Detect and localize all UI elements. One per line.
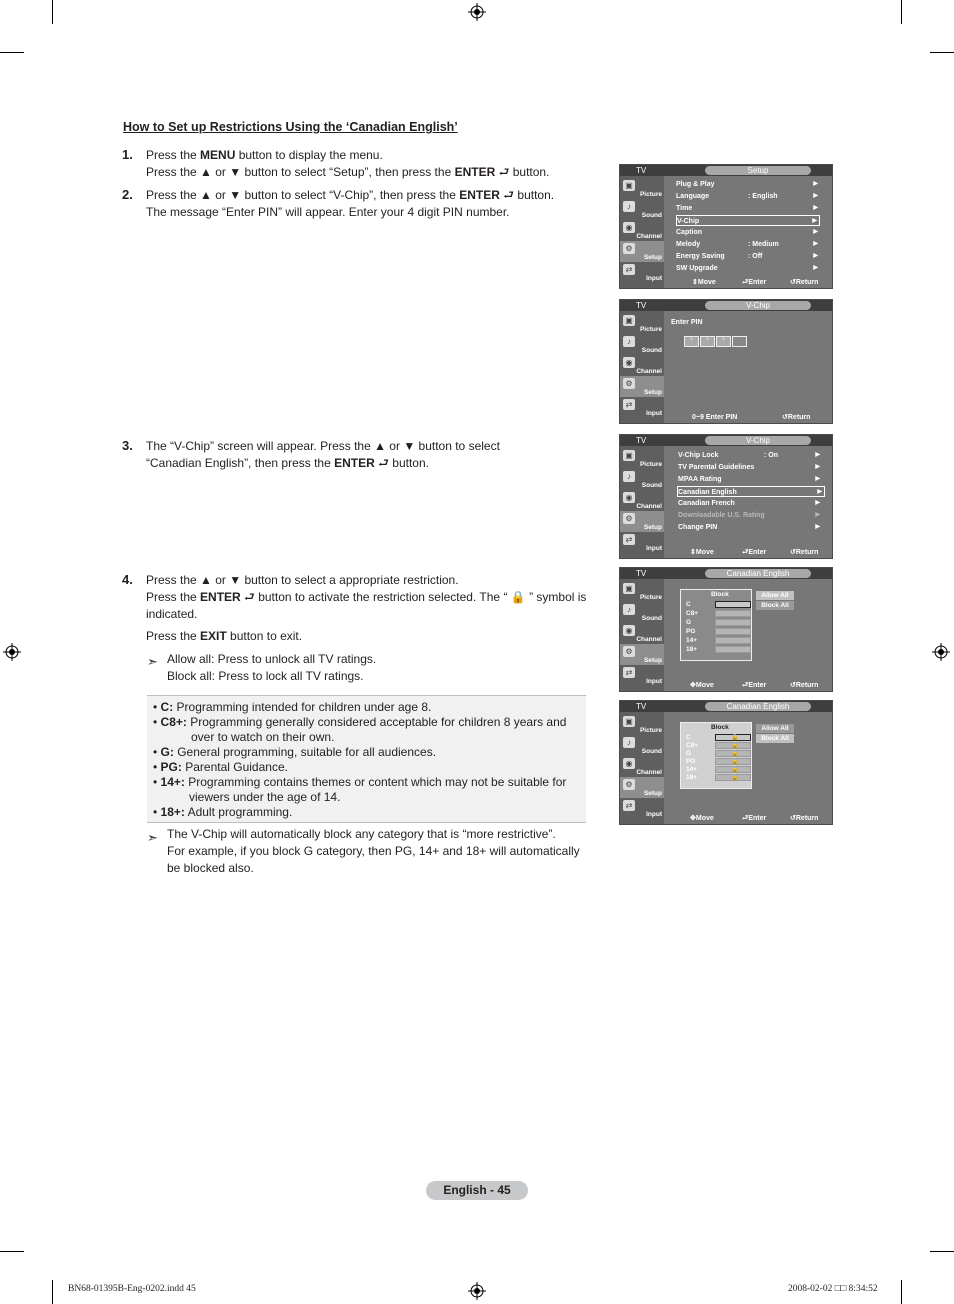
arrow-right-icon: ▶: [815, 500, 820, 506]
menu-item-label: Melody: [676, 241, 701, 248]
enter-key: ENTER: [334, 456, 375, 470]
rating-row[interactable]: [686, 774, 746, 782]
note-text: be blocked also.: [167, 861, 254, 875]
menu-item-label: V-Chip Lock: [678, 452, 719, 459]
block-cell[interactable]: [715, 619, 751, 626]
sidebar-label: Input: [646, 811, 662, 818]
rating-label: C8+: [686, 610, 699, 617]
sidebar-item-channel[interactable]: [620, 756, 664, 777]
picture-icon: ▣: [623, 583, 635, 594]
osd-header: Setup: [705, 166, 811, 175]
sidebar-item-channel[interactable]: [620, 623, 664, 644]
rating-label: C: [686, 601, 691, 608]
enter-hint: ⮐ Enter: [742, 279, 767, 286]
note-arrow-icon: ➣: [147, 654, 158, 669]
rating-label: PG: [686, 628, 696, 635]
block-cell[interactable]: [715, 734, 751, 741]
osd-header: V-Chip: [705, 301, 811, 310]
step-number: 1.: [122, 147, 133, 162]
sidebar-label: Setup: [643, 790, 662, 797]
arrow-right-icon: ▶: [813, 193, 818, 199]
definition-item: • 14+: Programming contains themes or content which may not be suitable for: [153, 775, 567, 789]
note-text: For example, if you block G category, then PG, 14+ and 18+ will automatically: [167, 844, 580, 858]
sidebar-item-setup[interactable]: [620, 644, 664, 665]
menu-item[interactable]: [676, 179, 820, 190]
sidebar-item-setup[interactable]: [620, 777, 664, 798]
block-cell[interactable]: [715, 601, 751, 608]
sidebar-label: Picture: [639, 191, 662, 198]
rating-block-table: [680, 589, 752, 661]
lock-icon: 🔒: [731, 759, 739, 765]
enter-hint: ⮐ Enter: [742, 815, 767, 822]
menu-item-label: SW Upgrade: [676, 265, 718, 272]
return-hint: ↺ Return: [782, 414, 811, 421]
sidebar-label: Setup: [643, 524, 662, 531]
sound-icon: ♪: [623, 471, 635, 482]
osd-sidebar: [620, 712, 664, 824]
arrow-right-icon: ▶: [817, 489, 822, 495]
block-cell[interactable]: [715, 646, 751, 653]
enter-key: ENTER: [454, 165, 496, 179]
step-text: “Canadian English”, then press the: [146, 456, 335, 470]
definition-item: • PG: Parental Guidance.: [153, 760, 288, 774]
channel-icon: ◉: [623, 492, 635, 503]
return-hint: ↺ Return: [790, 815, 819, 822]
osd-footer: [664, 412, 832, 423]
enter-icon: ⮐: [498, 165, 510, 179]
crop-mark: [901, 1280, 902, 1304]
rating-row[interactable]: [686, 766, 746, 774]
definition-cont: viewers under the age of 14.: [189, 790, 341, 804]
osd-sidebar: [620, 176, 664, 288]
step-number: 2.: [122, 187, 133, 202]
sidebar-item-channel[interactable]: [620, 355, 664, 376]
lock-icon: 🔒: [731, 775, 739, 781]
rating-row[interactable]: [686, 734, 746, 742]
note-text: Allow all: Press to unlock all TV ratings.: [167, 652, 377, 666]
menu-item-label: Change PIN: [678, 524, 718, 531]
rating-row[interactable]: [686, 742, 746, 750]
footer-timestamp: 2008-02-02 □□ 8:34:52: [788, 1284, 878, 1294]
arrow-right-icon: ▶: [813, 205, 818, 211]
osd-header: Canadian English: [705, 569, 811, 578]
picture-icon: ▣: [623, 716, 635, 727]
osd-sidebar: [620, 579, 664, 691]
block-cell[interactable]: [715, 637, 751, 644]
lock-icon: 🔒: [731, 751, 739, 757]
enter-hint: ⮐ Enter: [742, 549, 767, 556]
enter-pin-label: Enter PIN: [671, 319, 703, 326]
rating-row[interactable]: [686, 628, 746, 636]
osd-sidebar: [620, 446, 664, 558]
menu-item-value: : On: [764, 452, 778, 459]
step-text: button.: [514, 188, 555, 202]
ratings-definitions: [147, 695, 586, 823]
gear-icon: ⚙: [623, 646, 635, 657]
footer-file-info: BN68-01395B-Eng-0202.indd 45: [68, 1284, 196, 1294]
crop-mark: [930, 1251, 954, 1252]
step-text: button to display the menu.: [235, 148, 383, 162]
arrow-right-icon: ▶: [815, 464, 820, 470]
sidebar-label: Channel: [636, 503, 662, 510]
osd-tv-label: TV: [636, 436, 647, 445]
note-auto-block: [167, 826, 587, 877]
step-1-text: [146, 147, 596, 181]
step-2-text: [146, 187, 596, 221]
move-hint: ✥ Move: [690, 815, 714, 822]
osd-canadian-english-screen: [619, 567, 833, 692]
osd-header: V-Chip: [705, 436, 811, 445]
rating-row[interactable]: [686, 610, 746, 618]
menu-item[interactable]: [678, 450, 822, 461]
channel-icon: ◉: [623, 222, 635, 233]
arrow-right-icon: ▶: [815, 512, 820, 518]
input-icon: ⇄: [623, 667, 635, 678]
enter-icon: ⮐: [503, 188, 515, 202]
sidebar-item-channel[interactable]: [620, 220, 664, 241]
block-column-header: Block: [711, 724, 729, 731]
picture-icon: ▣: [623, 315, 635, 326]
rating-row[interactable]: [686, 619, 746, 627]
block-cell[interactable]: [715, 742, 751, 749]
block-cell[interactable]: [715, 774, 751, 781]
rating-label: 14+: [686, 637, 698, 644]
sidebar-item-picture[interactable]: [620, 714, 664, 735]
note-allow-block: [167, 651, 376, 685]
step-number: 3.: [122, 438, 133, 453]
block-cell[interactable]: [715, 758, 751, 765]
menu-item-selected[interactable]: [677, 486, 825, 497]
sidebar-label: Picture: [639, 594, 662, 601]
step-text: Press the: [146, 629, 201, 643]
menu-item[interactable]: [678, 522, 822, 533]
definition-item: • 18+: Adult programming.: [153, 805, 293, 819]
sidebar-label: Input: [646, 275, 662, 282]
sidebar-label: Input: [646, 545, 662, 552]
registration-mark-icon: [468, 1282, 486, 1300]
menu-item-label: Canadian English: [678, 489, 737, 496]
menu-item-label: Caption: [676, 229, 703, 236]
picture-icon: ▣: [623, 450, 635, 461]
exit-key: EXIT: [200, 629, 227, 643]
osd-footer: [664, 277, 832, 288]
menu-item-label: Canadian French: [678, 500, 735, 507]
sidebar-label: Picture: [639, 326, 662, 333]
sidebar-label: Channel: [636, 769, 662, 776]
sound-icon: ♪: [623, 604, 635, 615]
gear-icon: ⚙: [623, 378, 635, 389]
arrow-right-icon: ▶: [813, 229, 818, 235]
block-column-header: Block: [711, 591, 729, 598]
rating-row[interactable]: [686, 758, 746, 766]
sidebar-label: Picture: [639, 727, 662, 734]
sound-icon: ♪: [623, 336, 635, 347]
rating-label: PG: [686, 758, 696, 765]
osd-sidebar: [620, 311, 664, 423]
note-text: The V-Chip will automatically block any category that is “more restrictive”.: [167, 827, 556, 841]
crop-mark: [0, 52, 24, 53]
block-all-button[interactable]: Block All: [756, 734, 794, 743]
registration-mark-icon: [468, 3, 486, 21]
step-text: indicated.: [146, 607, 198, 621]
menu-item[interactable]: [678, 498, 822, 509]
step-number: 4.: [122, 572, 133, 587]
sidebar-item-input[interactable]: [620, 397, 664, 418]
arrow-right-icon: ▶: [815, 476, 820, 482]
block-all-button[interactable]: Block All: [756, 601, 794, 610]
menu-item-label: Language: [676, 193, 710, 200]
rating-row[interactable]: [686, 646, 746, 654]
menu-item[interactable]: [676, 191, 820, 202]
sidebar-item-picture[interactable]: [620, 178, 664, 199]
lock-icon: 🔒: [731, 735, 739, 741]
step-text: button.: [509, 165, 550, 179]
rating-label: 18+: [686, 646, 698, 653]
osd-footer: [664, 813, 832, 824]
osd-tv-label: TV: [636, 301, 647, 310]
menu-item-label: MPAA Rating: [678, 476, 722, 483]
rating-row[interactable]: [686, 601, 746, 609]
arrow-right-icon: ▶: [813, 241, 818, 247]
arrow-right-icon: ▶: [813, 181, 818, 187]
arrow-right-icon: ▶: [815, 452, 820, 458]
definition-item: • C: Programming intended for children under age 8.: [153, 700, 432, 714]
sound-icon: ♪: [623, 737, 635, 748]
block-cell[interactable]: [715, 750, 751, 757]
step-text: button to activate the restriction selected. The “: [254, 590, 511, 604]
menu-item[interactable]: [676, 227, 820, 238]
menu-item[interactable]: [678, 462, 822, 473]
registration-mark-icon: [932, 643, 950, 661]
note-arrow-icon: ➣: [147, 830, 158, 845]
sidebar-item-input[interactable]: [620, 532, 664, 553]
osd-canadian-english-locked-screen: [619, 700, 833, 825]
sidebar-item-input[interactable]: [620, 798, 664, 819]
step-text: Press the ▲ or ▼ button to select “Setup”, then press the: [146, 165, 455, 179]
step-text: The “V-Chip” screen will appear. Press the ▲ or ▼ button to select: [146, 439, 500, 453]
sidebar-label: Sound: [641, 748, 662, 755]
sidebar-item-picture[interactable]: [620, 313, 664, 334]
sidebar-label: Setup: [643, 254, 662, 261]
allow-all-button[interactable]: Allow All: [756, 724, 794, 733]
pin-digit[interactable]: *: [684, 336, 699, 347]
crop-mark: [52, 1280, 53, 1304]
move-hint: ✥ Move: [690, 682, 714, 689]
menu-item-label: Energy Saving: [676, 253, 725, 260]
arrow-right-icon: ▶: [815, 524, 820, 530]
return-hint: ↺ Return: [790, 279, 819, 286]
sidebar-label: Sound: [641, 615, 662, 622]
sidebar-item-channel[interactable]: [620, 490, 664, 511]
crop-mark: [0, 1251, 24, 1252]
sidebar-label: Sound: [641, 212, 662, 219]
sidebar-label: Setup: [643, 657, 662, 664]
picture-icon: ▣: [623, 180, 635, 191]
step-text: ” symbol is: [525, 590, 587, 604]
move-hint: ⇕ Move: [690, 549, 714, 556]
menu-item-label: Time: [676, 205, 693, 212]
menu-item-disabled: [678, 510, 822, 521]
step-text: button to exit.: [226, 629, 303, 643]
sidebar-item-sound[interactable]: [620, 735, 664, 756]
osd-pin-screen: [619, 299, 833, 424]
definition-item: • G: General programming, suitable for all audiences.: [153, 745, 437, 759]
arrow-right-icon: ▶: [812, 218, 817, 224]
osd-vchip-screen: [619, 434, 833, 559]
page-title: How to Set up Restrictions Using the ‘Canadian English’: [123, 120, 458, 134]
sidebar-item-picture[interactable]: [620, 581, 664, 602]
menu-item[interactable]: [678, 474, 822, 485]
step-text: Press the: [146, 590, 201, 604]
definition-cont: over to watch on their own.: [191, 730, 335, 744]
rating-label: 18+: [686, 774, 698, 781]
sidebar-label: Sound: [641, 347, 662, 354]
sidebar-item-input[interactable]: [620, 262, 664, 283]
enter-key: ENTER: [200, 590, 241, 604]
sidebar-item-setup[interactable]: [620, 241, 664, 262]
pin-digit[interactable]: *: [716, 336, 731, 347]
sidebar-item-sound[interactable]: [620, 199, 664, 220]
menu-item-label: Downloadable U.S. Rating: [678, 512, 765, 519]
menu-key: MENU: [200, 148, 236, 162]
osd-setup-screen: [619, 164, 833, 289]
lock-icon: 🔒: [731, 743, 739, 749]
sidebar-item-setup[interactable]: [620, 376, 664, 397]
step-text: Press the: [146, 148, 201, 162]
step-3-text: [146, 438, 596, 472]
input-icon: ⇄: [623, 534, 635, 545]
sidebar-item-sound[interactable]: [620, 602, 664, 623]
note-text: Block all: Press to lock all TV ratings.: [167, 669, 364, 683]
lock-icon: 🔒: [510, 590, 526, 604]
gear-icon: ⚙: [623, 779, 635, 790]
sidebar-label: Channel: [636, 233, 662, 240]
lock-icon: 🔒: [731, 767, 739, 773]
block-cell[interactable]: [715, 610, 751, 617]
sidebar-label: Sound: [641, 482, 662, 489]
sidebar-label: Input: [646, 410, 662, 417]
return-hint: ↺ Return: [790, 682, 819, 689]
sidebar-label: Channel: [636, 368, 662, 375]
menu-item-selected[interactable]: [676, 215, 820, 226]
step-text: Press the ▲ or ▼ button to select “V-Chip”, then press the: [146, 188, 460, 202]
menu-item-label: Plug & Play: [676, 181, 715, 188]
rating-label: 14+: [686, 766, 698, 773]
menu-item-label: V-Chip: [677, 218, 700, 225]
sidebar-label: Setup: [643, 389, 662, 396]
step-4-text: [146, 572, 591, 645]
enter-icon: ⮐: [244, 590, 255, 604]
sidebar-item-picture[interactable]: [620, 448, 664, 469]
arrow-right-icon: ▶: [813, 253, 818, 259]
sidebar-label: Input: [646, 678, 662, 685]
block-cell[interactable]: [715, 766, 751, 773]
sidebar-label: Picture: [639, 461, 662, 468]
channel-icon: ◉: [623, 758, 635, 769]
step-text: button.: [388, 456, 429, 470]
enter-icon: ⮐: [378, 456, 389, 470]
sidebar-item-sound[interactable]: [620, 469, 664, 490]
osd-footer: [664, 547, 832, 558]
menu-item[interactable]: [676, 239, 820, 250]
osd-tv-label: TV: [636, 702, 647, 711]
input-icon: ⇄: [623, 264, 635, 275]
sound-icon: ♪: [623, 201, 635, 212]
return-hint: ↺ Return: [790, 549, 819, 556]
crop-mark: [52, 0, 53, 24]
crop-mark: [901, 0, 902, 24]
gear-icon: ⚙: [623, 513, 635, 524]
pin-digit[interactable]: [732, 336, 747, 347]
channel-icon: ◉: [623, 357, 635, 368]
allow-all-button[interactable]: Allow All: [756, 591, 794, 600]
move-hint: ⇕ Move: [692, 279, 716, 286]
enter-key: ENTER: [459, 188, 500, 202]
osd-tv-label: TV: [636, 166, 647, 175]
step-text: The message “Enter PIN” will appear. Enter your 4 digit PIN number.: [146, 205, 510, 219]
osd-footer: [664, 680, 832, 691]
channel-icon: ◉: [623, 625, 635, 636]
rating-row[interactable]: [686, 750, 746, 758]
block-cell[interactable]: [715, 628, 751, 635]
arrow-right-icon: ▶: [813, 265, 818, 271]
rating-row[interactable]: [686, 637, 746, 645]
pin-hint: 0~9 Enter PIN: [692, 414, 738, 421]
input-icon: ⇄: [623, 800, 635, 811]
menu-item[interactable]: [676, 251, 820, 262]
menu-item[interactable]: [676, 263, 820, 274]
menu-item-value: : Medium: [748, 241, 779, 248]
input-icon: ⇄: [623, 399, 635, 410]
osd-header: Canadian English: [705, 702, 811, 711]
rating-label: C: [686, 734, 691, 741]
menu-item-value: : Off: [748, 253, 763, 260]
enter-hint: ⮐ Enter: [742, 682, 767, 689]
sidebar-item-input[interactable]: [620, 665, 664, 686]
menu-item-label: TV Parental Guidelines: [678, 464, 755, 471]
rating-block-table: [680, 722, 752, 789]
rating-label: C8+: [686, 742, 699, 749]
definition-item: • C8+: Programming generally considered acceptable for children 8 years and: [153, 715, 567, 729]
rating-label: G: [686, 750, 692, 757]
menu-item-value: : English: [748, 193, 778, 200]
rating-label: G: [686, 619, 692, 626]
page-number-badge: English - 45: [426, 1181, 528, 1200]
sidebar-item-sound[interactable]: [620, 334, 664, 355]
pin-digit[interactable]: *: [700, 336, 715, 347]
menu-item[interactable]: [676, 203, 820, 214]
registration-mark-icon: [3, 643, 21, 661]
osd-tv-label: TV: [636, 569, 647, 578]
sidebar-item-setup[interactable]: [620, 511, 664, 532]
gear-icon: ⚙: [623, 243, 635, 254]
sidebar-label: Channel: [636, 636, 662, 643]
crop-mark: [930, 52, 954, 53]
step-text: Press the ▲ or ▼ button to select a appropriate restriction.: [146, 573, 459, 587]
